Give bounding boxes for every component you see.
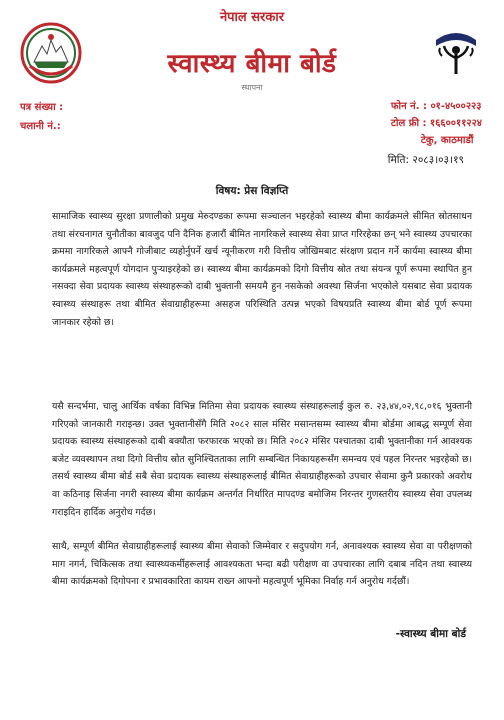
signature: -स्वास्थ्य बीमा बोर्ड — [395, 628, 466, 640]
reference-block — [20, 98, 63, 136]
contact-block — [391, 98, 482, 149]
established-label: स्थापना — [241, 83, 263, 92]
office-location: टेकु, काठमाडौं — [420, 135, 474, 146]
paragraph-2: यसै सन्दर्भमा, चालु आर्थिक वर्षका विभिन्न मितिमा सेवा प्रदायक स्वास्थ्य संस्थाहरूलाई कुल रु. २३,४४,०२,९८,०१६ भुक्तानी गरिएको जानकारी गराइन्छ। उक्त भुक्तानीसँगै मिति २०८२ साल मंसिर मसान्तसम्म स्वास्थ्य बीमा बोर्डमा आबद्ध सम्पूर्ण सेवा प्रदायक स्वास्थ्य संस्थाहरूको दाबी बक्यौता फरफारक भएको छ। मिति २०८२ मंसिर पश्चातका दाबी भुक्तानीका गर्न आवश्यक बजेट व्यवस्थापन तथा दिगो वित्तीय स्रोत सुनिश्चितताका लागि सम्बन्धित निकायहरूसँग समन्वय एवं पहल निरन्तर भइरहेको छ। तसर्थ स्वास्थ्य बीमा बोर्ड सबै सेवा प्रदायक स्वास्थ्य संस्थाहरूलाई बीमित सेवाग्राहीहरूको उपचार सेवामा कुनै प्रकारको अवरोध वा कठिनाइ सिर्जना नगरी स्वास्थ्य बीमा कार्यक्रम अन्तर्गत निर्धारित मापदण्ड बमोजिम निरन्तर गुणस्तरीय स्वास्थ्य सेवा उपलब्ध गराइदिन हार्दिक अनुरोध गर्दछ। — [52, 401, 472, 518]
organization-name: स्वास्थ्य बीमा बोर्ड — [167, 49, 337, 79]
issue-date: मिति: २०८३।०३।१९ — [387, 154, 464, 166]
government-title: नेपाल सरकार — [219, 10, 285, 25]
toll-free-number: टोल फ्री : १६६००११२२४ — [390, 118, 482, 129]
paragraph-3: साथै, सम्पूर्ण बीमित सेवाग्राहीहरूलाई स्वास्थ्य बीमा सेवाको जिम्मेवार र सदुपयोग गर्न, अनावश्यक स्वास्थ्य सेवा वा परीक्षणको माग नगर्न, चिकित्सक तथा स्वास्थ्यकर्मीहरूलाई आवश्यकता भन्दा बढी परीक्षण वा उपचारका लागि दबाब नदिन तथा स्वास्थ्य बीमा कार्यक्रमको दिगोपना र प्रभावकारिता कायम राख्न आफ्नो महत्वपूर्ण भूमिका निर्वाह गर्न अनुरोध गर्दछौं। — [52, 541, 472, 588]
phone-number: फोन नं. : ०१-४५००२२३ — [390, 101, 482, 112]
paragraph-1: सामाजिक स्वास्थ्य सुरक्षा प्रणालीको प्रमुख मेरुदण्डका रूपमा सञ्चालन भइरहेको स्वास्थ्य बीमा कार्यक्रमले सीमित स्रोतसाधन तथा संरचनागत चुनौतीका बावजुद पनि दैनिक हजारौं बीमित नागरिकले स्वास्थ्य सेवा प्राप्त गरिरहेका छन् भने स्वास्थ्य उपचारका क्रममा नागरिकले आफ्नै गोजीबाट व्यहोर्नुपर्ने खर्च न्यूनीकरण गरी वित्तीय जोखिमबाट संरक्षण प्रदान गर्ने कार्यमा स्वास्थ्य बीमा कार्यक्रमले महत्वपूर्ण योगदान पुऱ्याइरहेको छ। स्वास्थ्य बीमा कार्यक्रमको दिगो वित्तीय स्रोत तथा संयन्त्र पूर्ण रूपमा स्थापित हुन नसक्दा सेवा प्रदायक स्वास्थ्य संस्थाहरूको दाबी भुक्तानी समयमै हुन नसकेको अवस्था सिर्जना भएकोले यसबाट सेवा प्रदायक स्वास्थ्य संस्थाहरू तथा बीमित सेवाग्राहीहरूमा असहज परिस्थिति उत्पन्न भएको विषयप्रति स्वास्थ्य बीमा बोर्ड पूर्ण रूपमा जानकार रहेको छ। — [52, 211, 472, 328]
dispatch-number-label: चलानी नं.: — [20, 121, 61, 132]
subject-line: विषय: प्रेस विज्ञप्ति — [215, 185, 289, 197]
letter-number-label: पत्र संख्या : — [20, 102, 64, 113]
